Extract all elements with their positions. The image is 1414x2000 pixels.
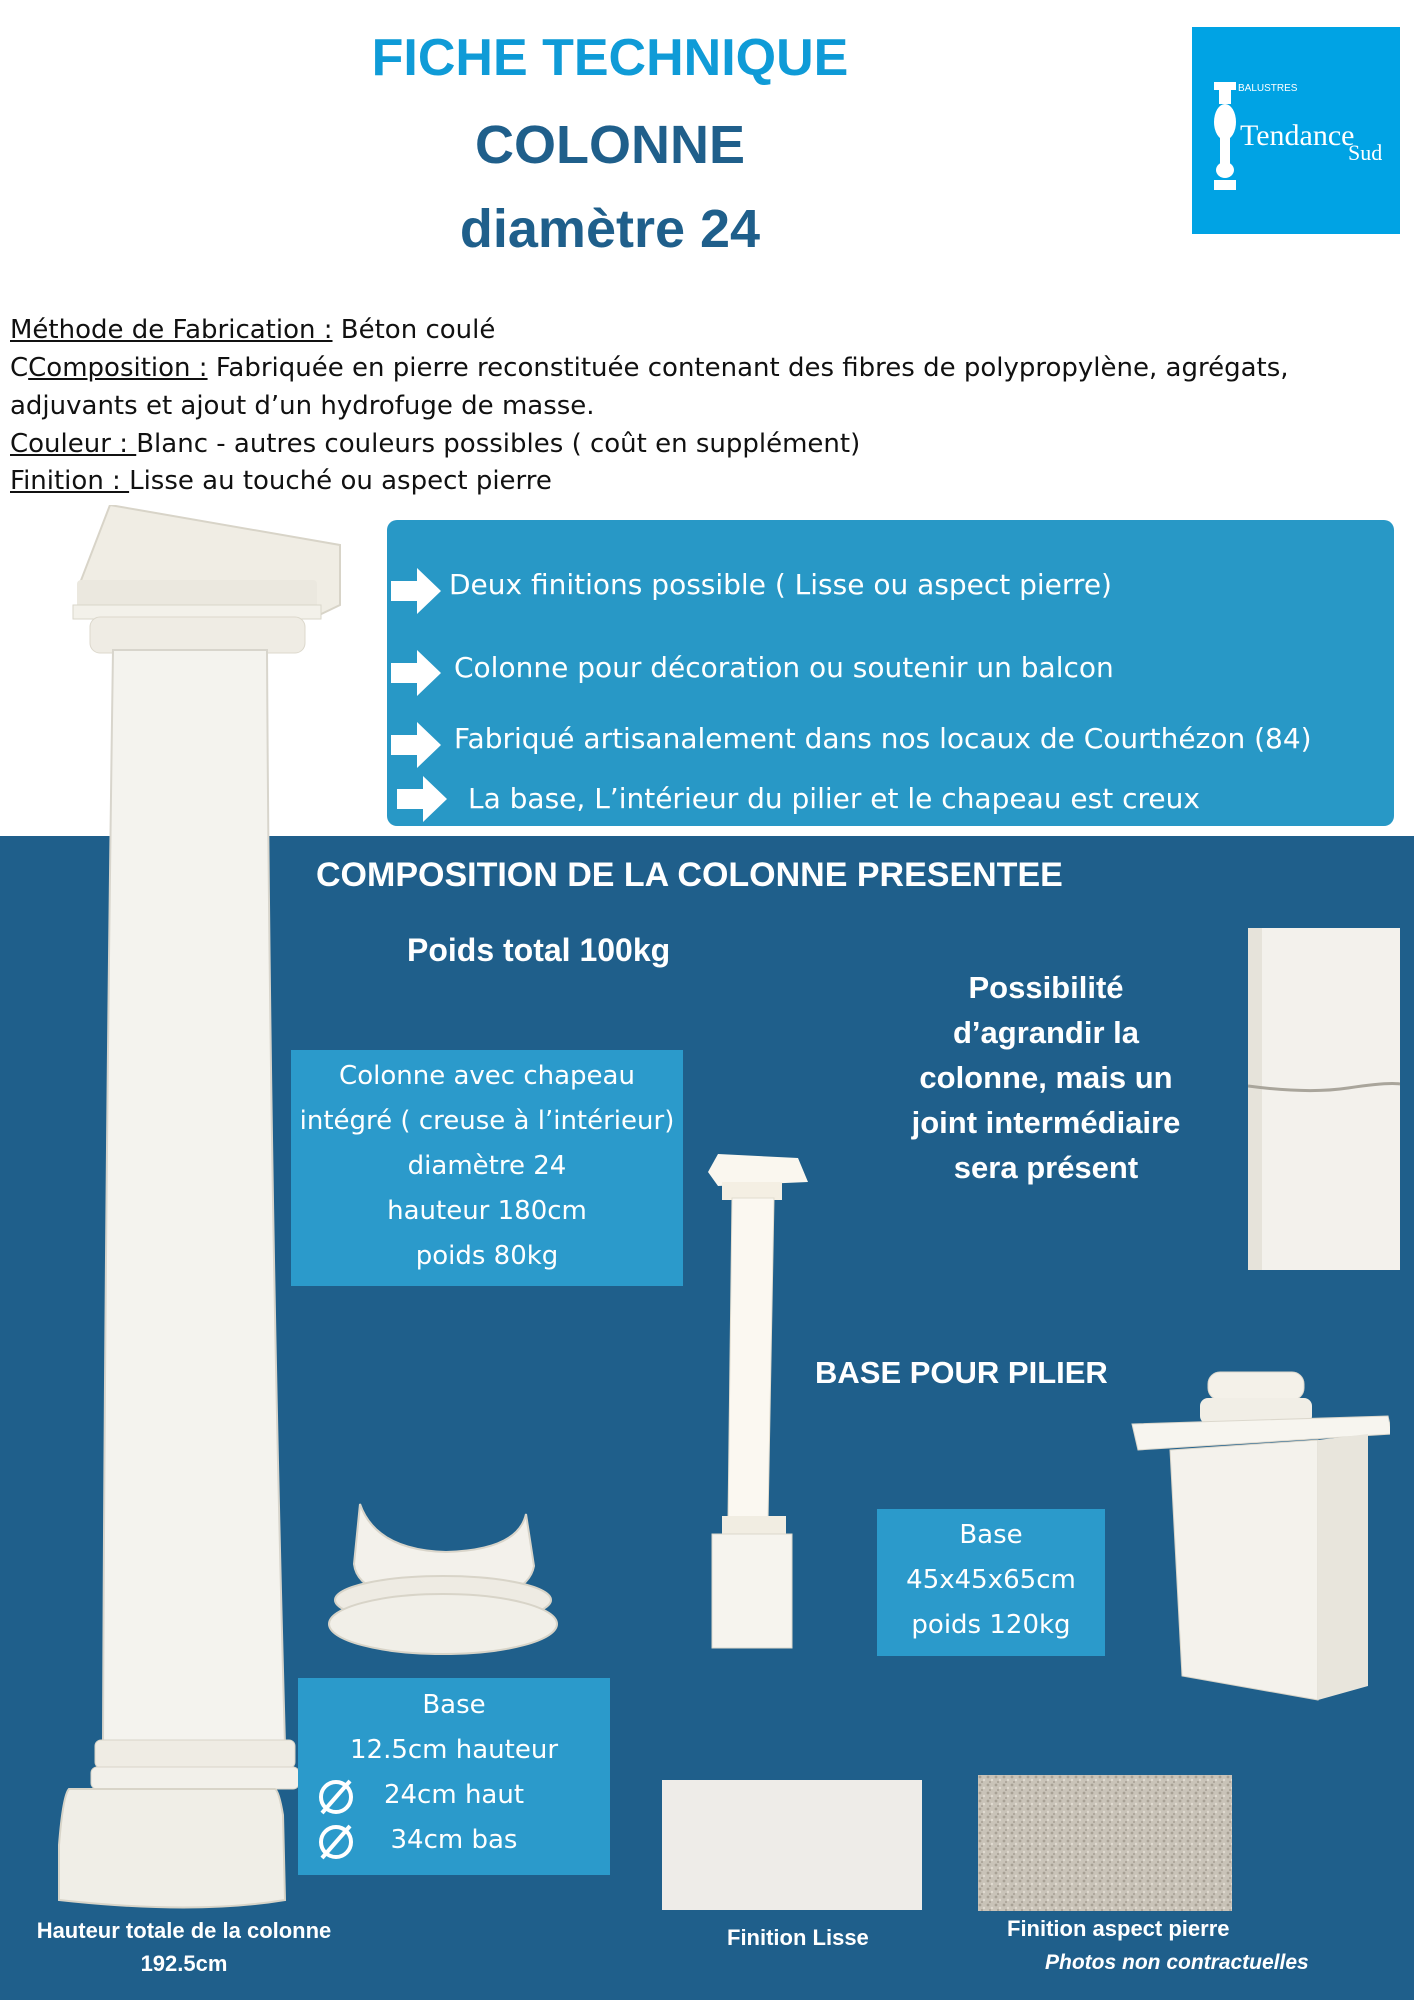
column-base-photo (328, 1500, 558, 1670)
arrow-right-icon (391, 568, 441, 614)
base-info-line-4 (298, 1818, 610, 1863)
spec-color-value: Blanc - autres couleurs possibles ( coût en supplément) (136, 429, 861, 459)
spec-method-value: Béton coulé (332, 315, 496, 345)
extend-line-1: Possibilité (968, 970, 1124, 1005)
spec-color-label: Couleur : (10, 429, 137, 459)
spec-composition-label: Composition : (28, 353, 208, 383)
smooth-finish-caption: Finition Lisse (727, 1925, 869, 1950)
pier-photo (1130, 1370, 1390, 1720)
spec-method (10, 315, 495, 345)
column-info-line-3: diamètre 24 (407, 1151, 567, 1181)
logo-brand-2: Sud (1348, 140, 1383, 165)
extend-line-2: d’agrandir la (952, 1015, 1140, 1050)
extend-line-4: joint intermédiaire (911, 1105, 1181, 1140)
column-info-box (291, 1050, 683, 1286)
spec-finish-value: Lisse au touché ou aspect pierre (129, 466, 552, 496)
spec-finish-label: Finition : (10, 466, 130, 496)
spec-method-label: Méthode de Fabrication : (10, 315, 333, 345)
brand-logo (1192, 27, 1400, 234)
feature-item-1: Deux finitions possible ( Lisse ou aspect pierre) (449, 568, 1112, 601)
spec-composition-value: Fabriquée en pierre reconstituée contenant des fibres de polypropylène, agrégats, (207, 353, 1289, 383)
arrow-right-icon (391, 650, 441, 696)
stone-finish-caption: Finition aspect pierre (1007, 1916, 1230, 1941)
feature-item-2: Colonne pour décoration ou soutenir un balcon (454, 651, 1114, 684)
title-line-3: diamètre 24 (459, 199, 761, 259)
base-info-line-2: 12.5cm hauteur (349, 1735, 559, 1765)
column-info-line-5: poids 80kg (415, 1241, 559, 1271)
base-info-line-1: Base (422, 1690, 486, 1720)
extend-line-3: colonne, mais un (919, 1060, 1173, 1095)
title-line-2: COLONNE (475, 115, 745, 175)
disclaimer: Photos non contractuelles (1045, 1951, 1309, 1974)
spec-composition: CComposition : Fabriquée en pierre reconstituée contenant des fibres de polypropylène, agrégats, (10, 353, 1289, 383)
base-top-diameter: 24cm haut (383, 1780, 525, 1810)
small-column-photo (698, 1150, 818, 1670)
diameter-icon (316, 1822, 356, 1862)
spec-finish (10, 466, 552, 496)
title-line-1: FICHE TECHNIQUE (371, 29, 849, 87)
pier-info-box (877, 1509, 1105, 1656)
total-height-line-2: 192.5cm (140, 1951, 228, 1976)
diameter-icon (316, 1777, 356, 1817)
pier-info-line-1: Base (959, 1520, 1023, 1550)
base-info-line-3 (298, 1773, 610, 1818)
smooth-finish-photo (662, 1780, 922, 1910)
logo-brand-1: Tendance (1240, 119, 1355, 152)
base-info-box (298, 1678, 610, 1875)
arrow-right-icon (397, 776, 447, 822)
arrow-right-icon (391, 722, 441, 768)
composition-title: COMPOSITION DE LA COLONNE PRESENTEE (316, 856, 1063, 894)
column-info-line-4: hauteur 180cm (387, 1196, 587, 1226)
logo-small-text: BALUSTRES (1238, 83, 1298, 94)
column-info-line-1: Colonne avec chapeau (339, 1061, 635, 1091)
pier-info-line-3: poids 120kg (911, 1610, 1071, 1640)
extend-line-5: sera présent (953, 1150, 1139, 1185)
extend-note (870, 965, 1222, 1190)
column-info-line-2: intégré ( creuse à l’intérieur) (299, 1106, 675, 1136)
total-weight: Poids total 100kg (407, 932, 671, 968)
feature-item-4: La base, L’intérieur du pilier et le chapeau est creux (468, 782, 1200, 815)
features-box (387, 520, 1394, 826)
joint-photo (1248, 928, 1400, 1270)
spec-color (10, 429, 860, 459)
feature-item-3: Fabriqué artisanalement dans nos locaux de Courthézon (84) (454, 722, 1312, 755)
spec-composition-cont (10, 391, 595, 421)
base-pier-title: BASE POUR PILIER (815, 1355, 1108, 1390)
stone-finish-photo (978, 1775, 1232, 1911)
total-height-caption (14, 1914, 354, 1980)
pier-info-line-2: 45x45x65cm (906, 1565, 1076, 1595)
total-height-line-1: Hauteur totale de la colonne (36, 1918, 332, 1943)
baluster-icon (1212, 82, 1238, 192)
base-bottom-diameter: 34cm bas (390, 1825, 518, 1855)
spec-composition-value-2: adjuvants et ajout d’un hydrofuge de masse. (10, 391, 595, 421)
